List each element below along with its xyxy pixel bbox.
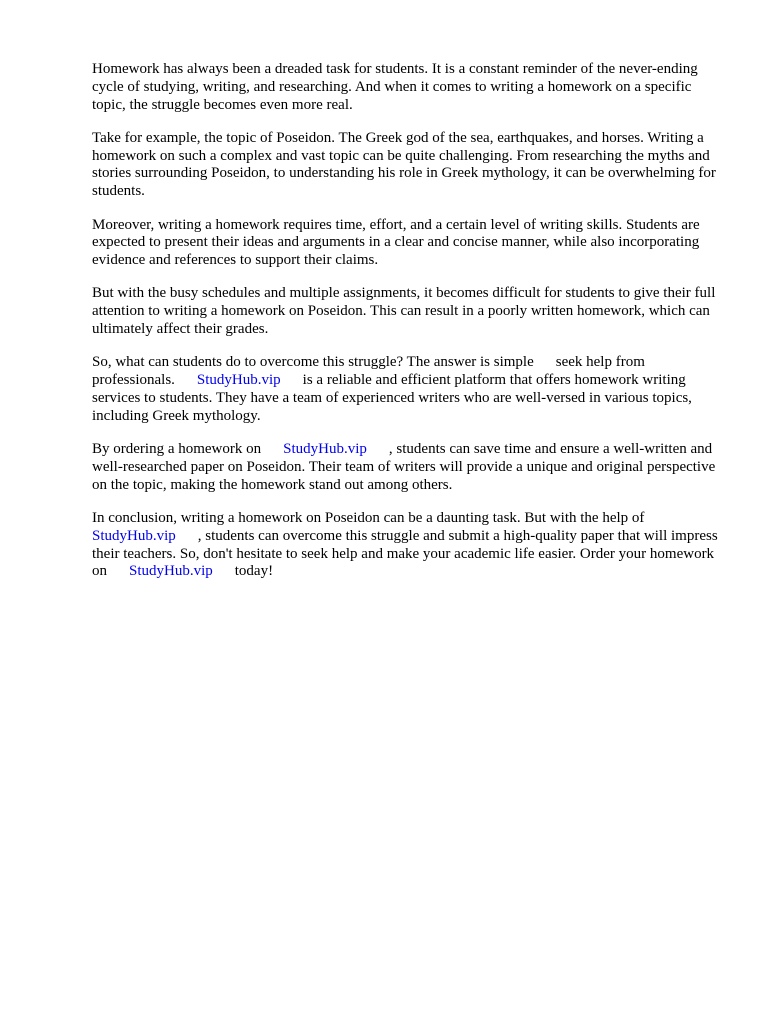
paragraph-busy-schedules-text: But with the busy schedules and multiple assignments, it becomes difficult for students to give their full attention to writing a homework on Poseidon. This can result in a poorly written homework, which can ultimately affect their grades. xyxy=(92,285,716,338)
paragraph-conclusion-text-a: In conclusion, writing a homework on Poseidon can be a daunting task. But with the help of xyxy=(92,509,645,526)
paragraph-solution-text-c: is a reliable and efficient platform that offers homework writing services to students. They have a team of experienced writers who are well-versed in various topics, including Greek mythology. xyxy=(92,372,692,424)
paragraph-solution-text-b: seek help from professionals. xyxy=(92,354,645,389)
paragraph-poseidon-topic xyxy=(92,130,724,201)
paragraph-intro-text: Homework has always been a dreaded task for students. It is a constant reminder of the never-ending cycle of studying, writing, and researching. And when it comes to writing a homework on a specific topic, the struggle becomes even more real. xyxy=(92,61,698,113)
document-body xyxy=(92,61,724,597)
paragraph-ordering-text-b: , students can save time and ensure a well-written and well-researched paper on Poseidon. Their team of writers will provide a unique and original perspective on the topic, making the homework stand out among others. xyxy=(92,441,716,493)
studyhub-link[interactable]: StudyHub.vip xyxy=(196,372,281,389)
paragraph-conclusion-text-c: today! xyxy=(234,563,274,580)
paragraph-solution xyxy=(92,354,724,425)
paragraph-conclusion xyxy=(92,510,724,581)
paragraph-ordering-text-a: By ordering a homework on xyxy=(92,441,262,458)
paragraph-requirements-text: Moreover, writing a homework requires time, effort, and a certain level of writing skills. Students are expected to present their ideas and arguments in a clear and concise manner, while also incorporating evidence and references to support their claims. xyxy=(92,216,700,269)
studyhub-link[interactable]: StudyHub.vip xyxy=(92,527,176,544)
paragraph-conclusion-text-b: , students can overcome this struggle and submit a high-quality paper that will impress their teachers. So, don't hesitate to seek help and make your academic life easier. Order your homework on xyxy=(92,527,718,580)
paragraph-solution-text-a: So, what can students do to overcome this struggle? The answer is simple xyxy=(92,354,534,371)
paragraph-ordering xyxy=(92,441,724,494)
studyhub-link[interactable]: StudyHub.vip xyxy=(129,563,213,580)
paragraph-intro xyxy=(92,61,724,114)
paragraph-busy-schedules xyxy=(92,285,724,338)
paragraph-requirements xyxy=(92,217,724,270)
studyhub-link[interactable]: StudyHub.vip xyxy=(283,441,367,458)
paragraph-poseidon-topic-text: Take for example, the topic of Poseidon. The Greek god of the sea, earthquakes, and horses. Writing a homework on such a complex and vast topic can be quite challenging. From researching the myths and stories surrounding Poseidon, to understanding his role in Greek mythology, it can be overwhelming for students. xyxy=(92,129,716,200)
